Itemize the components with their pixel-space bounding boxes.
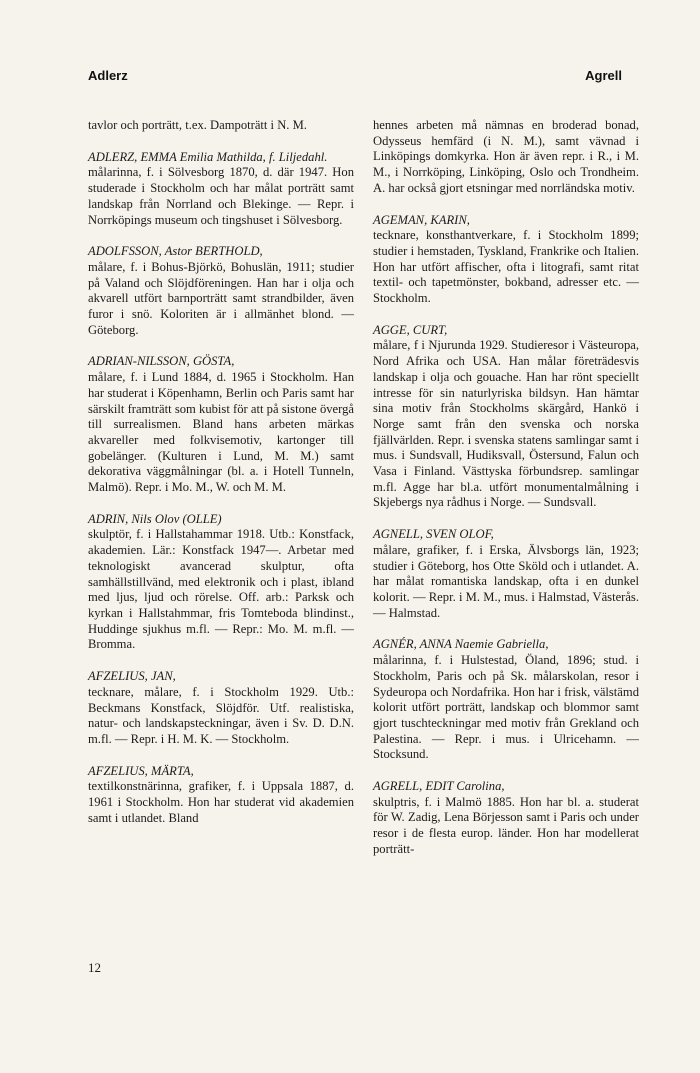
entry-text: skulptör, f. i Hallstahammar 1918. Utb.: Konstfack, akademien. Lär.: Konstfack 1947—. Arbetar med teknologiskt avancerad skulptur, ofta samhällstillvänd, med elektronik och i plast, ibland med ljus, ljud och rörelse. Off. arb.: Parksk och kyrkan i Hallstahmmar, fris Tomteboda blindinst., Huddinge sjukhus m.fl. — Repr.: Mo. M. m.fl. —Bromma.: [88, 527, 354, 652]
entry-text: målare, f. i Lund 1884, d. 1965 i Stockholm. Han har studerat i Köpenhamn, Berlin och Paris samt har särskilt framträtt som kubist för att på sistone övergå till surrealismen. Bland hans arbeten märkas akvareller med folkvisemotiv, kartonger till gobelänger. (Kulturen i Lund, M. M.) samt dekorativa väggmålningar (bl. a. i Hotell Tunneln, Malmö). Repr. i Mo. M., W. och M. M.: [88, 370, 354, 495]
entry-text: hennes arbeten må nämnas en broderad bonad, Odysseus hemfärd (i N. M.), samt vävnad i Linköpings domkyrka. Hon är även repr. i R., i M. M., i Norrköping, Linköping, Oslo och Trondheim. A. har också gjort etsningar med norrländska motiv.: [373, 118, 639, 195]
entry-agge-curt: [373, 323, 639, 511]
entry-text: målarinna, f. i Hulstestad, Öland, 1896; stud. i Stockholm, Paris och på Sk. målarskolan, resor i Sydeuropa och Nordafrika. Hon har i frisk, välstämd kolorit utfört porträtt, landskap och blommor samt gjort tuschteckningar med motiv från Grekland och Palestina. — Repr. i mus. i Ulricehamn. — Stocksund.: [373, 653, 639, 762]
entry-ageman-karin: [373, 213, 639, 307]
left-column: [88, 118, 354, 842]
entry-agner-anna: [373, 637, 639, 763]
entry-name: AFZELIUS, JAN,: [88, 669, 176, 684]
entry-name: AGGE, CURT,: [373, 322, 448, 337]
entry-text: målarinna, f. i Sölvesborg 1870, d. där 1947. Hon studerade i Stockholm och har målat porträtt samt landskap från Norrland och Blekinge. — Repr. i Norrköpings museum och tingshuset i Sölvesborg.: [88, 165, 354, 227]
entry-adolfsson-astor: [88, 244, 354, 338]
entry-afzelius-jan: [88, 669, 354, 748]
entry-name: ADRIN, Nils Olov (OLLE): [88, 511, 222, 526]
entry-name: ADRIAN-NILSSON, GÖSTA,: [88, 354, 235, 369]
entry-name: AGRELL, EDIT Carolina,: [373, 779, 505, 794]
entry-name: AFZELIUS, MÄRTA,: [88, 763, 194, 778]
entry-adlerz-emma: [88, 150, 354, 229]
entry-afzelius-marta: [88, 764, 354, 827]
continued-entry: [373, 118, 639, 197]
entry-text: tavlor och porträtt, t.ex. Dampoträtt i N. M.: [88, 118, 307, 132]
entry-name: ADOLFSSON, Astor BERTHOLD,: [88, 244, 263, 259]
entry-name: AGNÉR, ANNA Naemie Gabriella,: [373, 637, 549, 652]
continued-entry: [88, 118, 354, 134]
right-column: [373, 118, 639, 874]
entry-adrin-nils-olov: [88, 512, 354, 653]
entry-agnell-sven-olof: [373, 527, 639, 621]
entry-name: AGEMAN, KARIN,: [373, 212, 470, 227]
entry-text: målare, f. i Bohus-Björkö, Bohuslän, 1911; studier på Valand och Slöjdföreningen. Han har i olja och akvarell utfört barnporträtt samt strandbilder, även furor i snö. Koloriten är i allmänhet blond. — Göteborg.: [88, 259, 354, 337]
entry-name: AGNELL, SVEN OLOF,: [373, 527, 494, 542]
running-header-right: Agrell: [585, 68, 622, 83]
entry-adrian-nilsson-gosta: [88, 354, 354, 495]
running-header-left: Adlerz: [88, 68, 128, 83]
entry-text: tecknare, målare, f. i Stockholm 1929. Utb.: Beckmans Konstfack, Slöjdför. Utf. realistiska, natur- och landskapsteckningar, även i Sv. D. D.N. m.fl. — Repr. i H. M. K. — Stockholm.: [88, 684, 354, 746]
entry-agrell-edit: [373, 779, 639, 858]
entry-text: textilkonstnärinna, grafiker, f. i Uppsala 1887, d. 1961 i Stockholm. Hon har studerat vid akademien samt i utlandet. Bland: [88, 779, 354, 825]
entry-text: skulptris, f. i Malmö 1885. Hon har bl. a. studerat för W. Zadig, Lena Börjesson samt i Paris och under resor i de flesta europ. länder. Hon har modellerat porträtt-: [373, 794, 639, 856]
entry-text: tecknare, konsthantverkare, f. i Stockholm 1899; studier i hemstaden, Tyskland, Frankrike och Italien. Hon har utfört affischer, ofta i litografi, samt ritat textil- och tapetmönster, bokband, adresser etc. — Stockholm.: [373, 228, 639, 306]
entry-text: målare, f i Njurunda 1929. Studieresor i Västeuropa, Nord Afrika och USA. Han målar företrädesvis landskap i olja och gouache. Han har rönt speciellt intresse för sin naturlyriska bildsyn. Han hämtar sina motiv från Stockholms skärgård, Hankö i Norge samt från den svenska och norska fjällvärlden. Repr. i svenska statens samlingar samt i mus. i Sundsvall, Hudiksvall, Östersund, Falun och Vasa i Finland. Västtyska förbundsrep. samlingar m.fl. Agge har bl.a. utfört monumentalmålning i Skjebergs nya rådhus i Norge. — Sundsvall.: [373, 338, 639, 510]
entry-name: ADLERZ, EMMA Emilia Mathilda, f. Liljedahl.: [88, 149, 328, 164]
entry-text: målare, grafiker, f. i Erska, Älvsborgs län, 1923; studier i Göteborg, hos Otte Sköld och i utlandet. A. har målat romantiska landskap, ofta i en dunkel kolorit. — Repr. i M. M., mus. i Halmstad, Västerås. — Halmstad.: [373, 542, 639, 620]
page-number: 12: [88, 960, 101, 975]
